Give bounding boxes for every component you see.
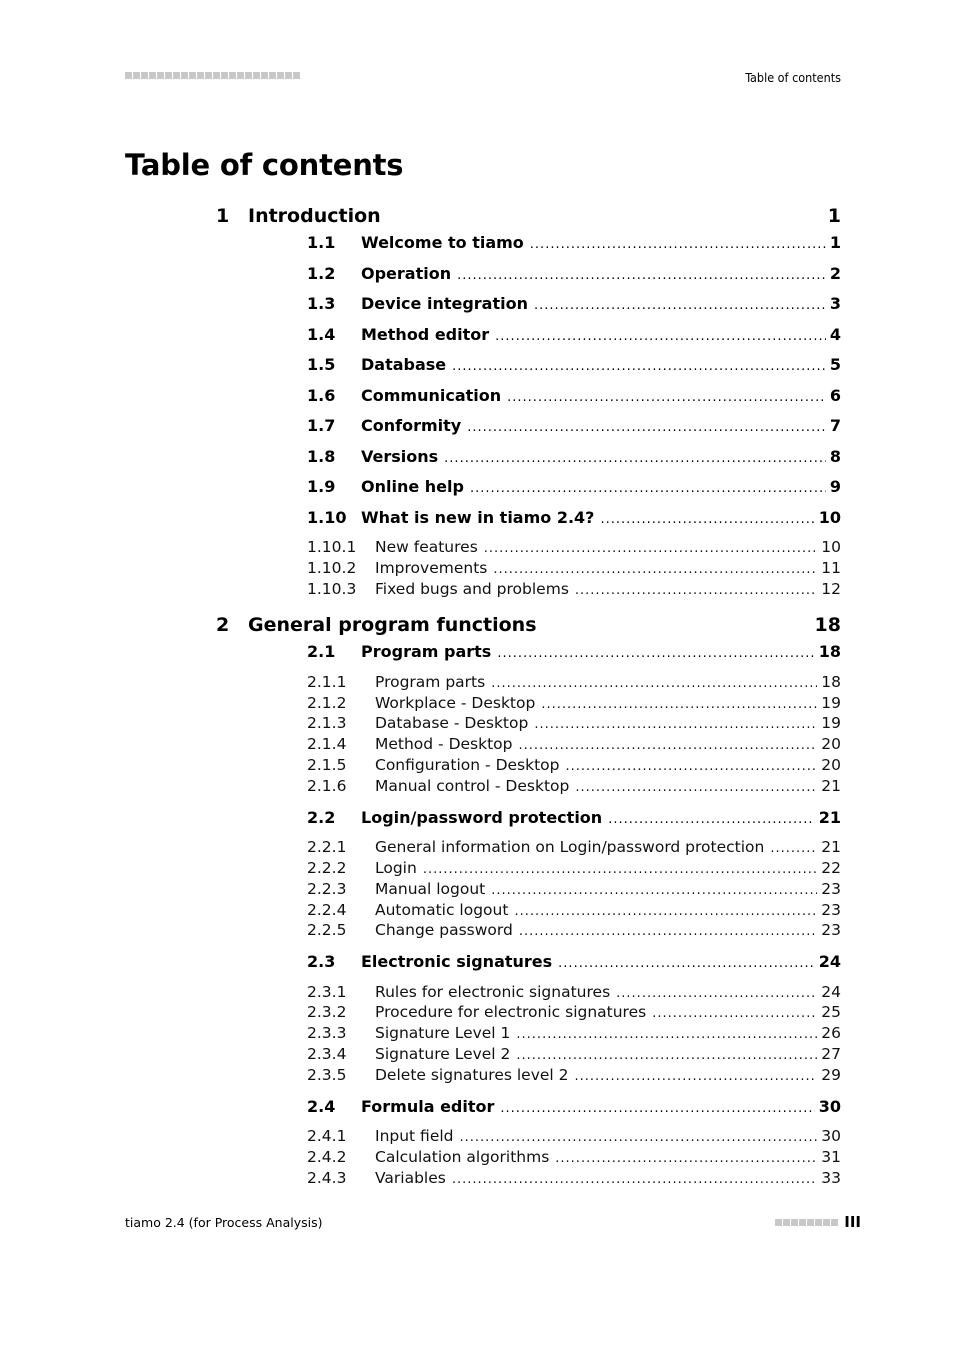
- decor-square: [799, 1219, 806, 1226]
- decor-square: [783, 1219, 790, 1226]
- toc-subsection[interactable]: [307, 838, 841, 859]
- subsection-page: 11: [821, 558, 841, 577]
- subsection-page: 10: [821, 538, 841, 556]
- toc-subsection[interactable]: [307, 559, 841, 580]
- section-number: 1.3: [307, 294, 336, 313]
- toc-subsection[interactable]: [307, 880, 841, 901]
- subsection-title: Input field: [375, 1127, 454, 1146]
- toc-section[interactable]: [307, 355, 841, 386]
- section-page: 4: [829, 324, 841, 344]
- section-title: Database: [361, 355, 447, 374]
- subsection-title: Variables: [375, 1168, 446, 1187]
- dot-leader: [616, 986, 817, 1001]
- section-title: Device integration: [361, 294, 528, 313]
- subsection-title: Database - Desktop: [375, 714, 529, 733]
- subsection-page: 23: [821, 879, 841, 898]
- section-number: 1.6: [307, 385, 336, 405]
- subsection-number: 2.4.1: [307, 1127, 347, 1146]
- subsection-number: 2.2.1: [307, 838, 347, 857]
- decor-square: [269, 72, 276, 79]
- subsection-page: 27: [821, 1045, 841, 1064]
- table-of-contents: [216, 205, 841, 1190]
- dot-leader: [444, 451, 826, 466]
- dot-leader: [514, 904, 817, 919]
- section-number: 1.9: [307, 477, 336, 496]
- toc-section[interactable]: [307, 264, 841, 295]
- dot-leader: [452, 1172, 817, 1187]
- section-title: Communication: [361, 385, 502, 405]
- toc-subsection[interactable]: [307, 735, 841, 756]
- toc-subsection[interactable]: [307, 777, 841, 798]
- subsection-title: Login: [375, 858, 417, 877]
- dot-leader: [491, 676, 817, 691]
- subsection-number: 2.3.5: [307, 1065, 347, 1084]
- section-title: What is new in tiamo 2.4?: [361, 507, 595, 527]
- decor-square: [823, 1219, 830, 1226]
- decor-square: [807, 1219, 814, 1226]
- decor-square: [775, 1219, 782, 1226]
- toc-subsection[interactable]: [307, 694, 841, 715]
- subsection-number: 2.1.4: [307, 735, 347, 754]
- subsection-number: 2.2.4: [307, 900, 347, 919]
- decor-square: [237, 72, 244, 79]
- subsection-page: 20: [821, 735, 841, 754]
- toc-subsection[interactable]: [307, 714, 841, 735]
- dot-leader: [467, 420, 826, 435]
- section-number: 1.4: [307, 324, 336, 344]
- dot-leader: [470, 481, 826, 496]
- subsection-page: 23: [821, 900, 841, 919]
- decor-square: [293, 72, 300, 79]
- subsection-title: General information on Login/password protection: [375, 838, 765, 857]
- toc-section[interactable]: [307, 1097, 841, 1128]
- dot-leader: [566, 759, 818, 774]
- section-title: Formula editor: [361, 1096, 495, 1116]
- footer-page-marker: [775, 1213, 861, 1231]
- subsection-page: 21: [821, 838, 841, 857]
- section-title: Versions: [361, 446, 439, 466]
- toc-section[interactable]: [307, 508, 841, 539]
- decor-square: [149, 72, 156, 79]
- subsection-title: Fixed bugs and problems: [375, 579, 569, 598]
- section-page: 9: [829, 477, 841, 496]
- dot-leader: [519, 738, 818, 753]
- subsection-title: New features: [375, 538, 478, 556]
- subsection-page: 33: [821, 1168, 841, 1187]
- toc-section[interactable]: [307, 477, 841, 508]
- subsection-title: Method - Desktop: [375, 735, 513, 754]
- section-number: 1.1: [307, 233, 336, 252]
- section-title: Program parts: [361, 642, 492, 662]
- dot-leader: [534, 298, 826, 313]
- subsection-number: 2.3.1: [307, 982, 347, 1001]
- decor-square: [221, 72, 228, 79]
- decor-square: [229, 72, 236, 79]
- dot-leader: [600, 512, 814, 527]
- subsection-page: 31: [821, 1147, 841, 1166]
- toc-subsection[interactable]: [307, 1169, 841, 1190]
- subsection-page: 22: [821, 858, 841, 877]
- subsection-page: 20: [821, 756, 841, 775]
- section-number: 1.7: [307, 416, 336, 435]
- decor-square: [253, 72, 260, 79]
- decor-square: [815, 1219, 822, 1226]
- decor-square: [189, 72, 196, 79]
- toc-subsection[interactable]: [307, 1066, 841, 1087]
- toc-section[interactable]: [307, 416, 841, 447]
- page-number: III: [844, 1213, 861, 1231]
- section-page: 18: [818, 642, 841, 662]
- subsection-number: 2.2.3: [307, 879, 347, 898]
- footer-product: tiamo 2.4 (for Process Analysis): [125, 1215, 323, 1230]
- section-number: 2.1: [307, 642, 336, 662]
- subsection-number: 2.2.5: [307, 921, 347, 940]
- chapter-number: 1: [216, 205, 230, 227]
- dot-leader: [534, 717, 817, 732]
- decor-square: [205, 72, 212, 79]
- toc-subsection[interactable]: [307, 756, 841, 777]
- subsection-number: 1.10.1: [307, 538, 357, 556]
- subsection-title: Configuration - Desktop: [375, 756, 560, 775]
- decor-square: [173, 72, 180, 79]
- toc-section[interactable]: [307, 808, 841, 839]
- section-page: 6: [829, 385, 841, 405]
- section-title: Login/password protection: [361, 807, 603, 827]
- decor-square: [791, 1219, 798, 1226]
- subsection-number: 2.3.2: [307, 1003, 347, 1022]
- running-header: Table of contents: [745, 70, 841, 85]
- toc-chapter[interactable]: [216, 614, 841, 642]
- toc-section[interactable]: [307, 325, 841, 356]
- subsection-title: Calculation algorithms: [375, 1147, 550, 1166]
- dot-leader: [495, 329, 826, 344]
- decor-square: [261, 72, 268, 79]
- decor-square: [125, 72, 132, 79]
- dot-leader: [500, 1101, 814, 1116]
- toc-subsection[interactable]: [307, 921, 841, 942]
- section-title: Method editor: [361, 324, 490, 344]
- subsection-title: Procedure for electronic signatures: [375, 1003, 647, 1022]
- subsection-title: Program parts: [375, 672, 486, 691]
- subsection-number: 2.3.4: [307, 1045, 347, 1064]
- dot-leader: [493, 562, 817, 577]
- toc-subsection[interactable]: [307, 673, 841, 694]
- dot-leader: [460, 1130, 818, 1145]
- toc-subsection[interactable]: [307, 983, 841, 1004]
- subsection-title: Delete signatures level 2: [375, 1065, 569, 1084]
- section-title: Online help: [361, 477, 464, 496]
- section-title: Welcome to tiamo: [361, 233, 524, 252]
- dot-leader: [575, 1069, 818, 1084]
- section-number: 1.10: [307, 507, 347, 527]
- dot-leader: [541, 697, 817, 712]
- section-page: 7: [829, 416, 841, 435]
- decor-square: [133, 72, 140, 79]
- decor-square: [157, 72, 164, 79]
- toc-subsection[interactable]: [307, 1045, 841, 1066]
- decor-square: [285, 72, 292, 79]
- subsection-number: 2.3.3: [307, 1024, 347, 1043]
- header-decoration: [125, 72, 300, 79]
- decor-square: [141, 72, 148, 79]
- toc-section[interactable]: [307, 952, 841, 983]
- subsection-page: 30: [821, 1127, 841, 1146]
- decor-square: [181, 72, 188, 79]
- subsection-title: Rules for electronic signatures: [375, 982, 611, 1001]
- subsection-title: Manual control - Desktop: [375, 776, 570, 795]
- subsection-page: 12: [821, 579, 841, 598]
- toc-subsection[interactable]: [307, 901, 841, 922]
- subsection-page: 23: [821, 921, 841, 940]
- subsection-number: 2.1.1: [307, 672, 347, 691]
- toc-subsection[interactable]: [307, 1003, 841, 1024]
- decor-square: [197, 72, 204, 79]
- toc-subsection[interactable]: [307, 1024, 841, 1045]
- toc-section[interactable]: [307, 233, 841, 264]
- dot-leader: [516, 1027, 817, 1042]
- subsection-page: 24: [821, 982, 841, 1001]
- subsection-number: 2.1.5: [307, 756, 347, 775]
- subsection-title: Improvements: [375, 558, 488, 577]
- subsection-page: 19: [821, 693, 841, 712]
- subsection-number: 1.10.2: [307, 558, 357, 577]
- section-page: 30: [818, 1096, 841, 1116]
- subsection-number: 2.2.2: [307, 858, 347, 877]
- dot-leader: [608, 812, 815, 827]
- chapter-title: Introduction: [248, 205, 381, 227]
- subsection-title: Workplace - Desktop: [375, 693, 536, 712]
- toc-subsection[interactable]: [307, 859, 841, 880]
- footer-decoration: [775, 1219, 838, 1226]
- subsection-number: 1.10.3: [307, 579, 357, 598]
- toc-section[interactable]: [307, 447, 841, 478]
- dot-leader: [516, 1048, 817, 1063]
- chapter-number: 2: [216, 614, 230, 637]
- dot-leader: [423, 862, 817, 877]
- section-number: 2.3: [307, 952, 336, 972]
- subsection-number: 2.1.6: [307, 776, 347, 795]
- subsection-number: 2.1.3: [307, 714, 347, 733]
- subsection-number: 2.4.3: [307, 1168, 347, 1187]
- section-page: 24: [818, 952, 841, 972]
- section-page: 5: [829, 355, 841, 374]
- decor-square: [165, 72, 172, 79]
- subsection-page: 19: [821, 714, 841, 733]
- toc-subsection[interactable]: [307, 1127, 841, 1148]
- dot-leader: [575, 583, 817, 598]
- chapter-page: 1: [827, 205, 841, 227]
- dot-leader: [457, 268, 826, 283]
- subsection-page: 21: [821, 776, 841, 795]
- subsection-page: 25: [821, 1003, 841, 1022]
- subsection-number: 2.1.2: [307, 693, 347, 712]
- section-number: 2.2: [307, 807, 336, 827]
- section-number: 1.5: [307, 355, 336, 374]
- section-page: 10: [818, 507, 841, 527]
- chapter-title: General program functions: [248, 614, 537, 637]
- section-page: 8: [829, 446, 841, 466]
- section-title: Electronic signatures: [361, 952, 553, 972]
- dot-leader: [652, 1006, 817, 1021]
- decor-square: [831, 1219, 838, 1226]
- section-page: 2: [829, 263, 841, 283]
- decor-square: [277, 72, 284, 79]
- subsection-title: Signature Level 2: [375, 1045, 511, 1064]
- dot-leader: [452, 359, 826, 374]
- chapter-page: 18: [814, 614, 841, 637]
- dot-leader: [491, 883, 817, 898]
- dot-leader: [770, 841, 817, 856]
- section-number: 2.4: [307, 1096, 336, 1116]
- section-number: 1.8: [307, 446, 336, 466]
- dot-leader: [575, 780, 817, 795]
- page-title: Table of contents: [125, 148, 404, 182]
- section-title: Conformity: [361, 416, 462, 435]
- dot-leader: [555, 1151, 817, 1166]
- toc-section[interactable]: [307, 294, 841, 325]
- section-page: 3: [829, 294, 841, 313]
- section-number: 1.2: [307, 263, 336, 283]
- subsection-title: Change password: [375, 921, 513, 940]
- decor-square: [245, 72, 252, 79]
- subsection-title: Signature Level 1: [375, 1024, 511, 1043]
- dot-leader: [558, 956, 815, 971]
- section-page: 1: [829, 233, 841, 252]
- toc-section[interactable]: [307, 386, 841, 417]
- dot-leader: [507, 390, 826, 405]
- dot-leader: [497, 646, 814, 661]
- decor-square: [213, 72, 220, 79]
- toc-section[interactable]: [307, 642, 841, 673]
- toc-chapter[interactable]: [216, 205, 841, 233]
- subsection-number: 2.4.2: [307, 1147, 347, 1166]
- subsection-page: 29: [821, 1065, 841, 1084]
- dot-leader: [519, 924, 817, 939]
- dot-leader: [530, 237, 826, 252]
- subsection-title: Manual logout: [375, 879, 486, 898]
- toc-subsection[interactable]: [307, 538, 841, 559]
- toc-subsection[interactable]: [307, 1148, 841, 1169]
- section-title: Operation: [361, 263, 452, 283]
- toc-subsection[interactable]: [307, 580, 841, 601]
- subsection-page: 18: [821, 672, 841, 691]
- section-page: 21: [818, 807, 841, 827]
- dot-leader: [484, 541, 817, 556]
- subsection-page: 26: [821, 1024, 841, 1043]
- subsection-title: Automatic logout: [375, 900, 509, 919]
